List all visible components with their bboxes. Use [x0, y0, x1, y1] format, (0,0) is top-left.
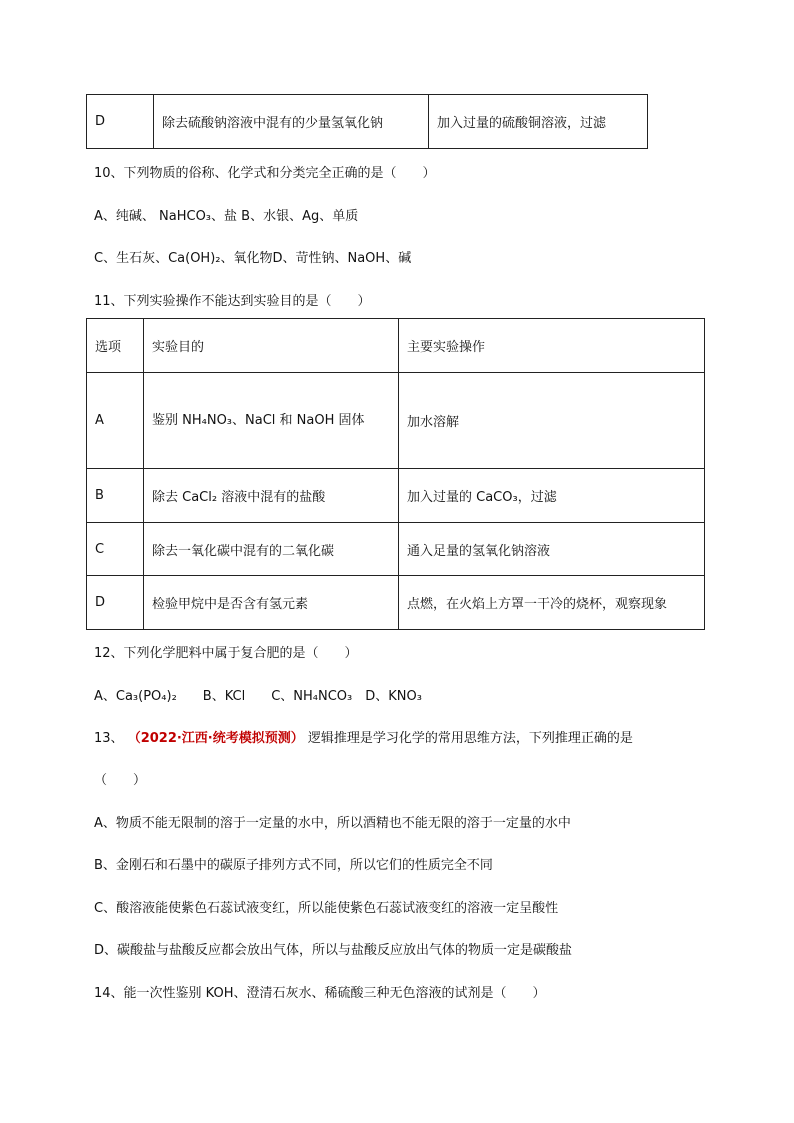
q13-option-d: D、碳酸盐与盐酸反应都会放出气体，所以与盐酸反应放出气体的物质一定是碳酸盐 — [94, 943, 573, 958]
header-cell: 选项 — [87, 319, 144, 373]
q10-stem: 10、下列物质的俗称、化学式和分类完全正确的是（ ） — [94, 166, 436, 181]
q13-stem — [94, 727, 633, 746]
q13-paren: （ ） — [94, 773, 147, 788]
table-cell: B — [87, 469, 144, 523]
table-cell: 除去硫酸钠溶液中混有的少量氢氧化钠 — [154, 95, 429, 149]
header-cell: 实验目的 — [144, 319, 399, 373]
top-table — [86, 94, 648, 149]
q13-number: 13、 — [94, 731, 124, 746]
table-cell: 鉴别 NH₄NO₃、NaCl 和 NaOH 固体 — [144, 373, 399, 469]
q13-source: （2022·江西·统考模拟预测） — [127, 731, 304, 746]
table-cell: 点燃，在火焰上方罩一干冷的烧杯，观察现象 — [399, 576, 705, 630]
q13-option-a: A、物质不能无限制的溶于一定量的水中，所以酒精也不能无限的溶于一定量的水中 — [94, 816, 571, 831]
table-cell: 除去 CaCl₂ 溶液中混有的盐酸 — [144, 469, 399, 523]
table-cell: D — [87, 95, 154, 149]
table-header-row — [87, 319, 705, 373]
q12-stem: 12、下列化学肥料中属于复合肥的是（ ） — [94, 646, 358, 661]
q14-stem: 14、能一次性鉴别 KOH、澄清石灰水、稀硫酸三种无色溶液的试剂是（ ） — [94, 986, 546, 1001]
q13-option-c: C、酸溶液能使紫色石蕊试液变红，所以能使紫色石蕊试液变红的溶液一定呈酸性 — [94, 901, 559, 916]
q13-stem-text: 逻辑推理是学习化学的常用思维方法，下列推理正确的是 — [307, 731, 633, 746]
table-row — [87, 373, 705, 469]
table-cell: 加水溶解 — [399, 373, 705, 469]
table-cell: 加入过量的硫酸铜溶液，过滤 — [429, 95, 648, 149]
table-row — [87, 95, 648, 149]
table-cell: D — [87, 576, 144, 630]
header-cell: 主要实验操作 — [399, 319, 705, 373]
table-cell: A — [87, 373, 144, 469]
q13-option-b: B、金刚石和石墨中的碳原子排列方式不同，所以它们的性质完全不同 — [94, 858, 493, 873]
table-cell: 加入过量的 CaCO₃，过滤 — [399, 469, 705, 523]
table-cell: 检验甲烷中是否含有氢元素 — [144, 576, 399, 630]
q11-stem: 11、下列实验操作不能达到实验目的是（ ） — [94, 294, 371, 309]
table-cell: C — [87, 523, 144, 576]
table-cell: 除去一氧化碳中混有的二氧化碳 — [144, 523, 399, 576]
table-row — [87, 576, 705, 630]
q10-options-line1: A、纯碱、 NaHCO₃、盐 B、水银、Ag、单质 — [94, 209, 359, 224]
table-row — [87, 523, 705, 576]
q12-options: A、Ca₃(PO₄)₂ B、KCl C、NH₄NCO₃ D、KNO₃ — [94, 689, 422, 704]
table-cell: 通入足量的氢氧化钠溶液 — [399, 523, 705, 576]
q10-options-line2: C、生石灰、Ca(OH)₂、氧化物D、苛性钠、NaOH、碱 — [94, 251, 412, 266]
table-row — [87, 469, 705, 523]
q11-table — [86, 318, 705, 630]
